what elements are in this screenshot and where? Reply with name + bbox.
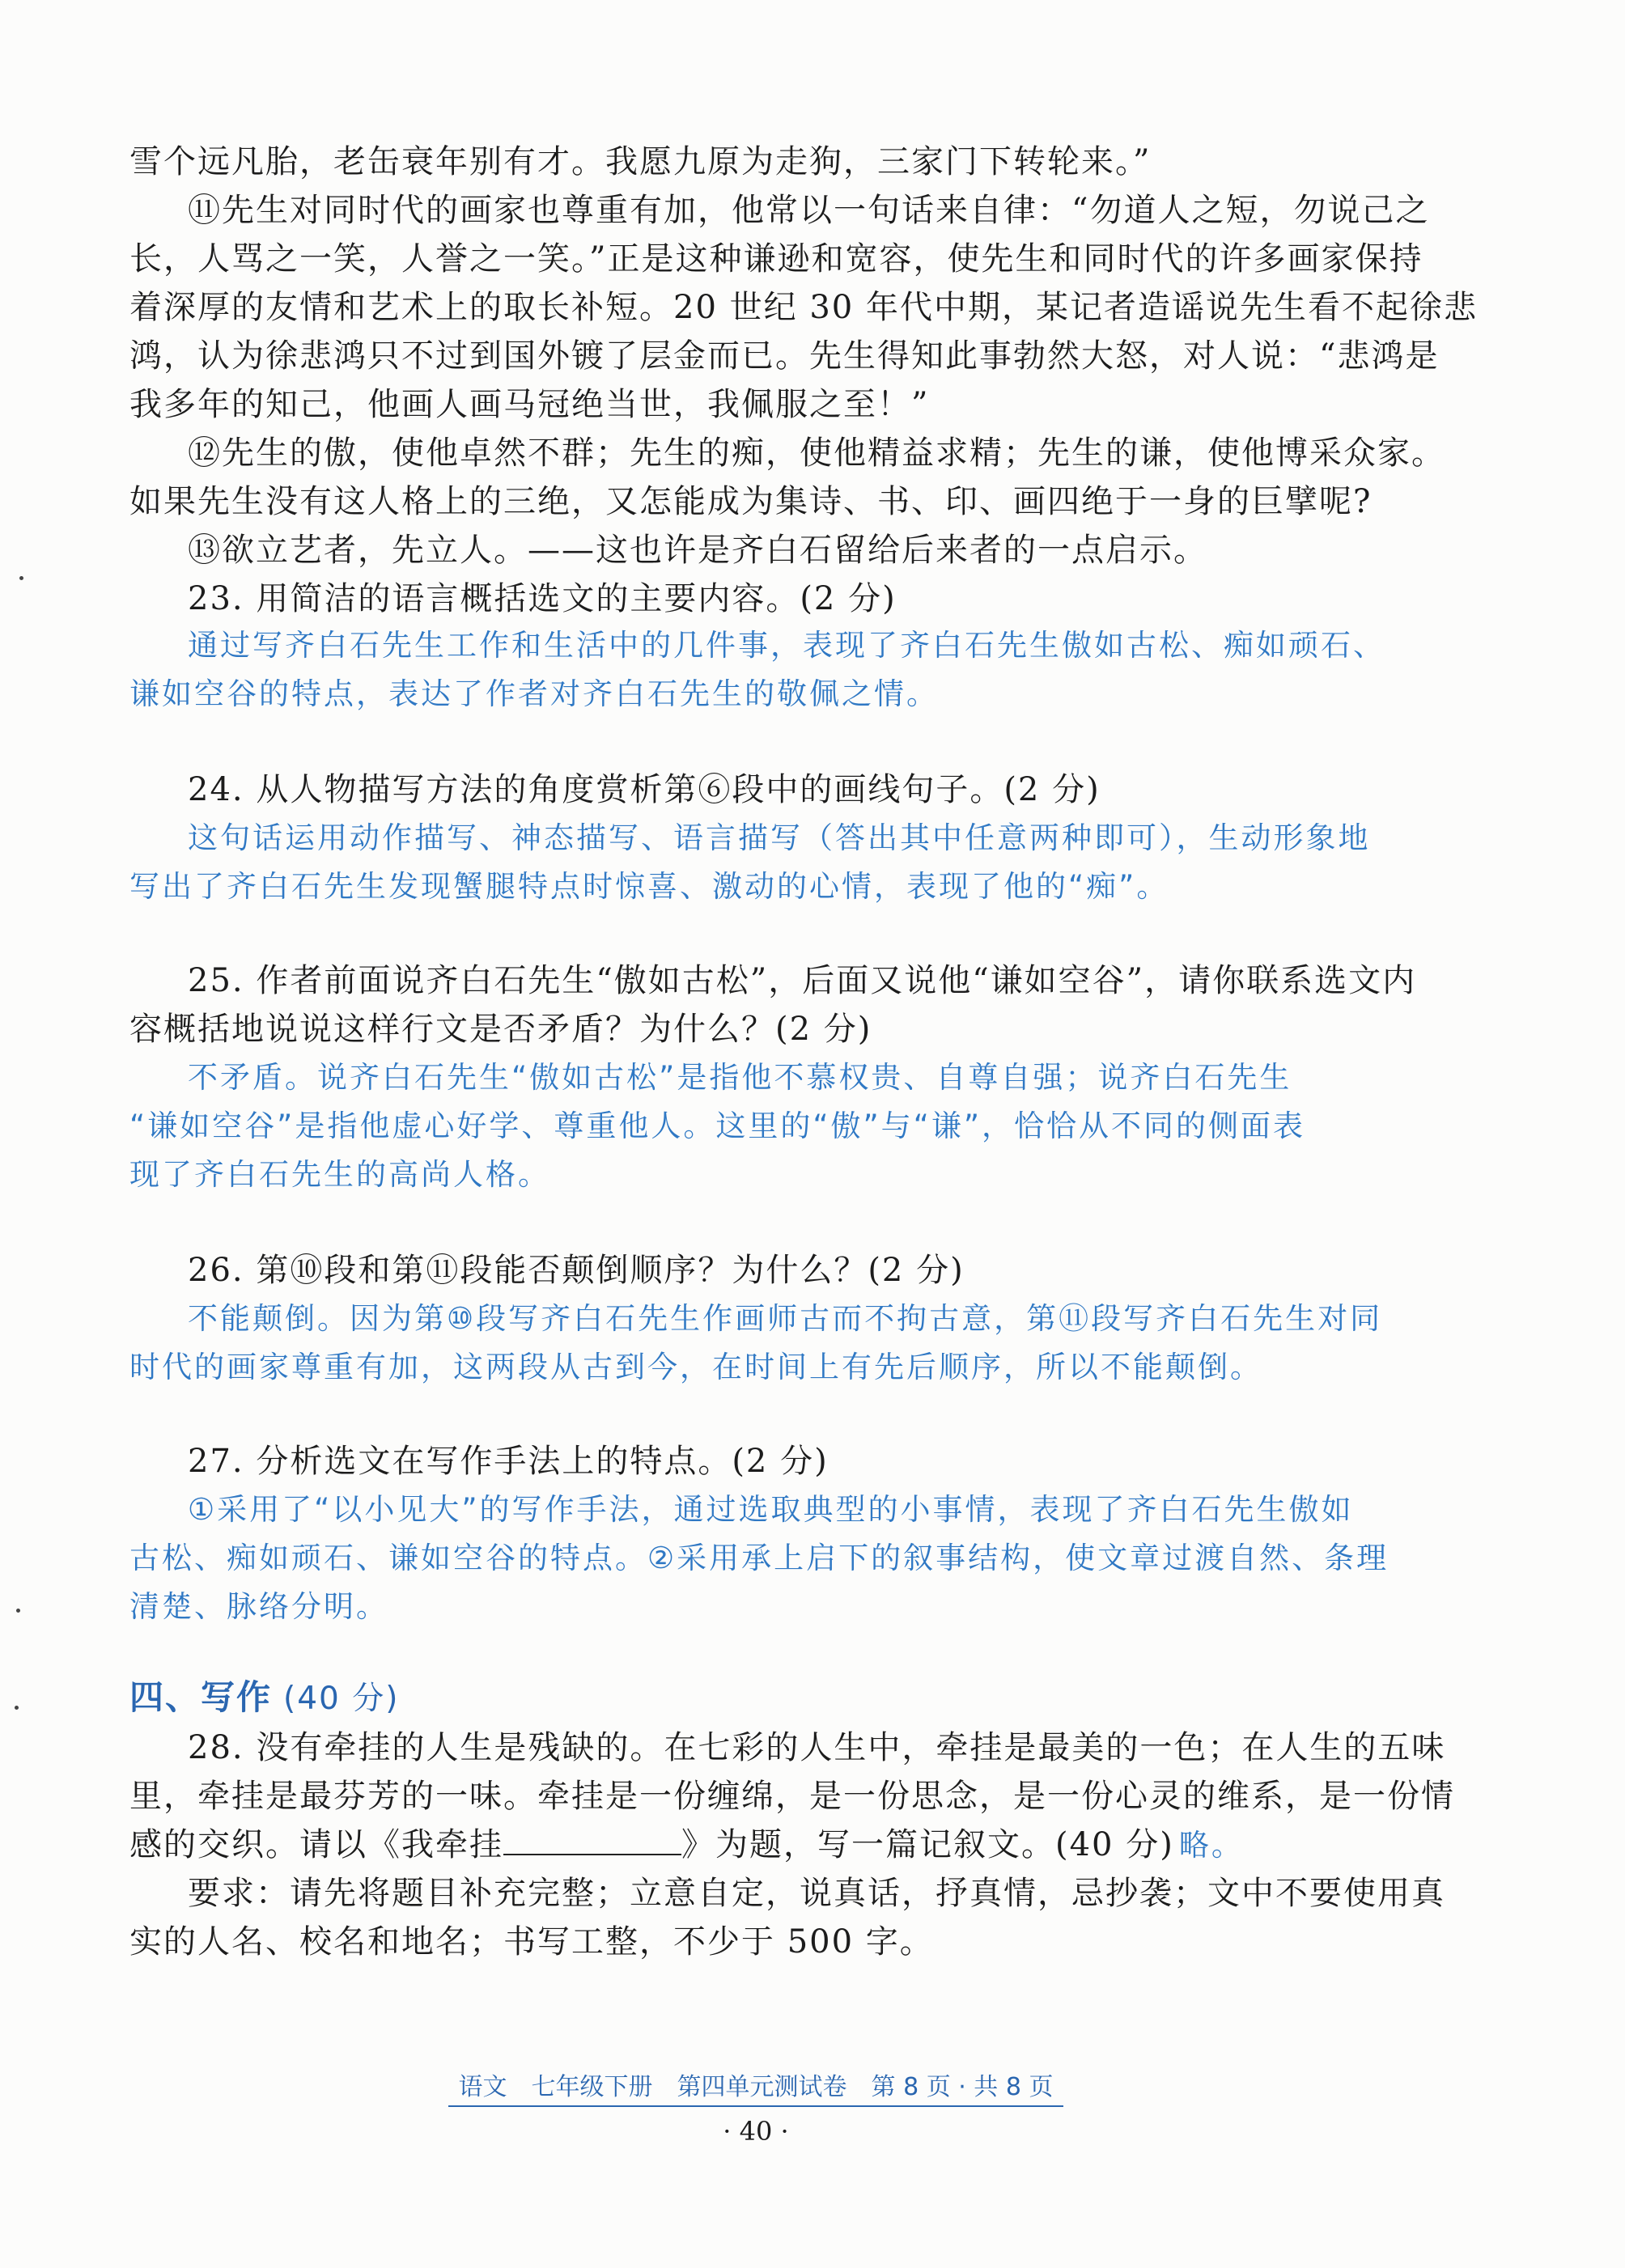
passage-p11-line: ⑪先生对同时代的画家也尊重有加，他常以一句话来自律：“勿道人之短，勿说己之	[188, 192, 1430, 229]
question-27: 27. 分析选文在写作手法上的特点。(2 分)	[188, 1443, 829, 1480]
answer-27-line: ①采用了“以小见大”的写作手法，通过选取典型的小事情，表现了齐白石先生傲如	[188, 1492, 1354, 1527]
passage-p13-line: ⑬欲立艺者，先立人。——这也许是齐白石留给后来者的一点启示。	[188, 532, 1207, 569]
question-25-line: 容概括地说说这样行文是否矛盾？为什么？(2 分)	[129, 1011, 872, 1048]
question-28-line: 里，牵挂是最芬芳的一味。牵挂是一份缠绵，是一份思念，是一份心灵的维系，是一份情	[129, 1778, 1455, 1815]
answer-26-line: 时代的画家尊重有加，这两段从古到今，在时间上有先后顺序，所以不能颠倒。	[129, 1350, 1262, 1384]
question-24: 24. 从人物描写方法的角度赏析第⑥段中的画线句子。(2 分)	[188, 771, 1101, 808]
passage-p11-line: 着深厚的友情和艺术上的取长补短。20 世纪 30 年代中期，某记者造谣说先生看不起徐悲	[129, 289, 1478, 326]
passage-p11-line: 鸿，认为徐悲鸿只不过到国外镀了层金而已。先生得知此事勃然大怒，对人说：“悲鸿是	[129, 337, 1440, 375]
q28-text-after-blank: 》为题，写一篇记叙文。(40 分)	[681, 1826, 1174, 1863]
section-heading	[129, 1673, 399, 1723]
section-points: (40 分)	[283, 1681, 400, 1717]
requirements-line: 要求：请先将题目补充完整；立意自定，说真话，抒真情，忌抄袭；文中不要使用真	[188, 1875, 1445, 1912]
question-26: 26. 第⑩段和第⑪段能否颠倒顺序？为什么？(2 分)	[188, 1252, 965, 1289]
question-25-line: 25. 作者前面说齐白石先生“傲如古松”，后面又说他“谦如空谷”，请你联系选文内	[188, 962, 1417, 999]
answer-23-line: 通过写齐白石先生工作和生活中的几件事，表现了齐白石先生傲如古松、痴如顽石、	[188, 628, 1385, 663]
answer-24-line: 这句话运用动作描写、神态描写、语言描写（答出其中任意两种即可），生动形象地	[188, 820, 1371, 855]
passage-p12-line: 如果先生没有这人格上的三绝，又怎能成为集诗、书、印、画四绝于一身的巨擘呢?	[129, 483, 1373, 520]
page-number: · 40 ·	[723, 2116, 789, 2147]
section-title: 四、写作	[129, 1677, 273, 1717]
answer-23-line: 谦如空谷的特点，表达了作者对齐白石先生的敬佩之情。	[129, 676, 939, 711]
scan-speck	[15, 1706, 19, 1710]
answer-27-line: 古松、痴如顽石、谦如空谷的特点。②采用承上启下的叙事结构，使文章过渡自然、条理	[129, 1541, 1390, 1575]
page-footer: 语文 七年级下册 第四单元测试卷 第 8 页 · 共 8 页	[448, 2070, 1063, 2107]
answer-25-line: 现了齐白石先生的高尚人格。	[129, 1157, 550, 1192]
q28-text-before-blank: 感的交织。请以《我牵挂	[129, 1826, 503, 1863]
scan-speck	[19, 576, 23, 580]
title-blank	[503, 1825, 681, 1855]
requirements-line: 实的人名、校名和地名；书写工整，不少于 500 字。	[129, 1923, 934, 1961]
passage-p11-line: 长，人骂之一笑，人誉之一笑。”正是这种谦逊和宽容，使先生和同时代的许多画家保持	[129, 240, 1423, 278]
passage-line: 雪个远凡胎，老缶衰年别有才。我愿九原为走狗，三家门下转轮来。”	[129, 143, 1152, 180]
passage-p11-line: 我多年的知己，他画人画马冠绝当世，我佩服之至！”	[129, 386, 930, 423]
scan-speck	[16, 1609, 20, 1613]
passage-p12-line: ⑫先生的傲，使他卓然不群；先生的痴，使他精益求精；先生的谦，使他博采众家。	[188, 435, 1445, 472]
question-23: 23. 用简洁的语言概括选文的主要内容。(2 分)	[188, 580, 897, 617]
answer-25-line: 不矛盾。说齐白石先生“傲如古松”是指他不慕权贵、自尊自强；说齐白石先生	[188, 1060, 1292, 1095]
answer-24-line: 写出了齐白石先生发现蟹腿特点时惊喜、激动的心情，表现了他的“痴”。	[129, 869, 1169, 904]
question-28-line: 28. 没有牵挂的人生是残缺的。在七彩的人生中，牵挂是最美的一色；在人生的五味	[188, 1729, 1446, 1766]
answer-28: 略。	[1178, 1828, 1244, 1863]
answer-26-line: 不能颠倒。因为第⑩段写齐白石先生作画师古而不拘古意，第⑪段写齐白石先生对同	[188, 1301, 1383, 1336]
question-28-line	[129, 1821, 1392, 1870]
answer-27-line: 清楚、脉络分明。	[129, 1589, 388, 1624]
answer-25-line: “谦如空谷”是指他虚心好学、尊重他人。这里的“傲”与“谦”，恰恰从不同的侧面表	[129, 1109, 1306, 1143]
